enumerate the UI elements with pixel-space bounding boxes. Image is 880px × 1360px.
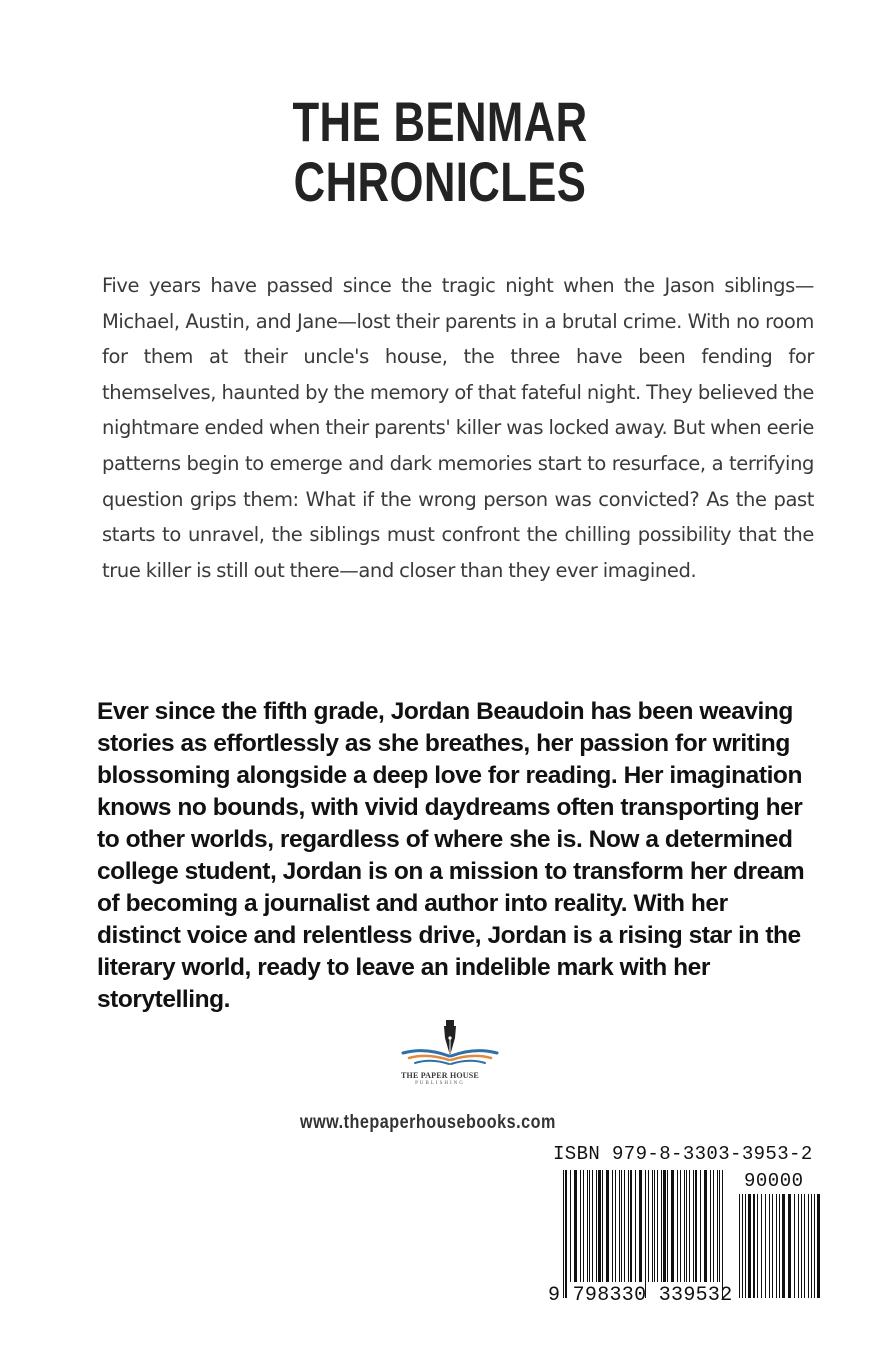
pen-nib-open-book-icon (395, 1020, 505, 1100)
barcode-bar (693, 1170, 694, 1282)
barcode-bar (645, 1170, 646, 1298)
barcode-addon-bar (772, 1194, 773, 1298)
barcode-addon-bar (745, 1194, 746, 1298)
barcode-bar (574, 1170, 577, 1282)
barcode-bar (654, 1170, 655, 1282)
barcode-bar (635, 1170, 636, 1282)
barcode-bar (589, 1170, 590, 1282)
book-title (97, 92, 783, 212)
barcode-bar (624, 1170, 625, 1282)
barcode-bar (587, 1170, 588, 1282)
barcode-bar (630, 1170, 632, 1282)
barcode-bar (657, 1170, 658, 1282)
barcode-bar (596, 1170, 597, 1282)
barcode-addon-bar (811, 1194, 812, 1298)
barcode-bar (677, 1170, 678, 1282)
barcode-addon-bar (817, 1194, 820, 1298)
barcode-addon-bar (808, 1194, 809, 1298)
barcode-bar (671, 1170, 674, 1282)
barcode-addon-bar (776, 1194, 777, 1298)
barcode-addon-bar (761, 1194, 762, 1298)
barcode-addon-bar (801, 1194, 802, 1298)
book-title-line-2: CHRONICLES (293, 150, 587, 213)
barcode-bar (592, 1170, 593, 1282)
barcode-addon-bar (788, 1194, 791, 1298)
barcode-bar (710, 1170, 711, 1282)
barcode-bar (686, 1170, 687, 1282)
barcode-bar (719, 1170, 720, 1282)
barcode-bar (704, 1170, 707, 1282)
barcode-bar (570, 1170, 571, 1282)
barcode-bar (667, 1170, 668, 1282)
barcode-bar (695, 1170, 697, 1282)
barcode-addon-bar (794, 1194, 795, 1298)
barcode-bar (717, 1170, 718, 1282)
book-title-line-1: THE BENMAR (292, 90, 588, 153)
barcode-addon-bar (814, 1194, 815, 1298)
barcode-bar (684, 1170, 685, 1282)
synopsis-paragraph: Five years have passed since the tragic night when the Jason siblings—Michael, Austin, and Jane—lost their parents in a brutal crime. With no room for them at their uncle's house, the three have been fending for themselves, haunted by the memory of that fateful night. They believed the nightmare ended when their parents' killer was locked away. But when eerie patterns begin to emerge and dark memories start to resurface, a terrifying question grips them: What if the wrong person was convicted? As the past starts to unravel, the siblings must confront the chilling possibility that the true killer is still out there—and closer than they ever imagined. (102, 274, 814, 582)
barcode-bar (563, 1170, 564, 1298)
isbn-barcode (545, 1168, 827, 1348)
barcode-addon-bar (742, 1194, 743, 1298)
barcode-addon-bar (748, 1194, 751, 1298)
barcode-bar (680, 1170, 681, 1282)
barcode-bar (722, 1170, 723, 1298)
barcode-bar (700, 1170, 701, 1282)
barcode-addon-bar (782, 1194, 785, 1298)
publisher-subtitle: PUBLISHING (415, 1081, 465, 1086)
barcode-addon-bar (757, 1194, 758, 1298)
barcode-bar (615, 1170, 616, 1282)
barcode-bar (598, 1170, 601, 1282)
author-bio-paragraph: Ever since the fifth grade, Jordan Beaudoin has been weaving stories as effortlessly as she breathes, her passion for writing blossoming alongside a deep love for reading. Her imagination knows no bounds, with vivid daydreams often transporting her to other worlds, regardless of where she is. Now a determined college student, Jordan is on a mission to transform her dream of becoming a journalist and author into reality. With her distinct voice and relentless drive, Jordan is a rising star in the literary world, ready to leave an indelible mark with her storytelling. (97, 698, 805, 1013)
publisher-website[interactable]: www.thepaperhousebooks.com (300, 1112, 556, 1133)
barcode-bar (689, 1170, 690, 1282)
barcode-ean-digits: 9 798330 339532 (548, 1284, 733, 1307)
barcode-addon-digits: 90000 (744, 1170, 804, 1192)
barcode-addon-bar (769, 1194, 770, 1298)
barcode-bar (580, 1170, 581, 1282)
barcode-addon-bar (798, 1194, 799, 1298)
barcode-addon-bar (765, 1194, 766, 1298)
barcode-bar (565, 1170, 567, 1298)
barcode-addon-bar (739, 1194, 740, 1298)
publisher-name: THE PAPER HOUSE (401, 1071, 479, 1080)
barcode-bar (602, 1170, 603, 1282)
pen-nib-icon (444, 1020, 456, 1055)
barcode-bar (648, 1170, 649, 1282)
barcode-bar (661, 1170, 662, 1282)
barcode-bar (663, 1170, 666, 1282)
barcode-bar (612, 1170, 613, 1282)
barcode-bar (713, 1170, 714, 1282)
barcode-bar (628, 1170, 629, 1282)
barcode-bar (606, 1170, 609, 1282)
barcode-addon-bar (753, 1194, 755, 1298)
barcode-bar (583, 1170, 584, 1282)
barcode-addon-bar (779, 1194, 780, 1298)
barcode-bar (619, 1170, 620, 1282)
barcode-bar (639, 1170, 642, 1282)
barcode-addon-bar (804, 1194, 805, 1298)
isbn-label: ISBN 979-8-3303-3953-2 (553, 1143, 813, 1165)
barcode-bar (652, 1170, 653, 1282)
barcode-bar (621, 1170, 622, 1282)
